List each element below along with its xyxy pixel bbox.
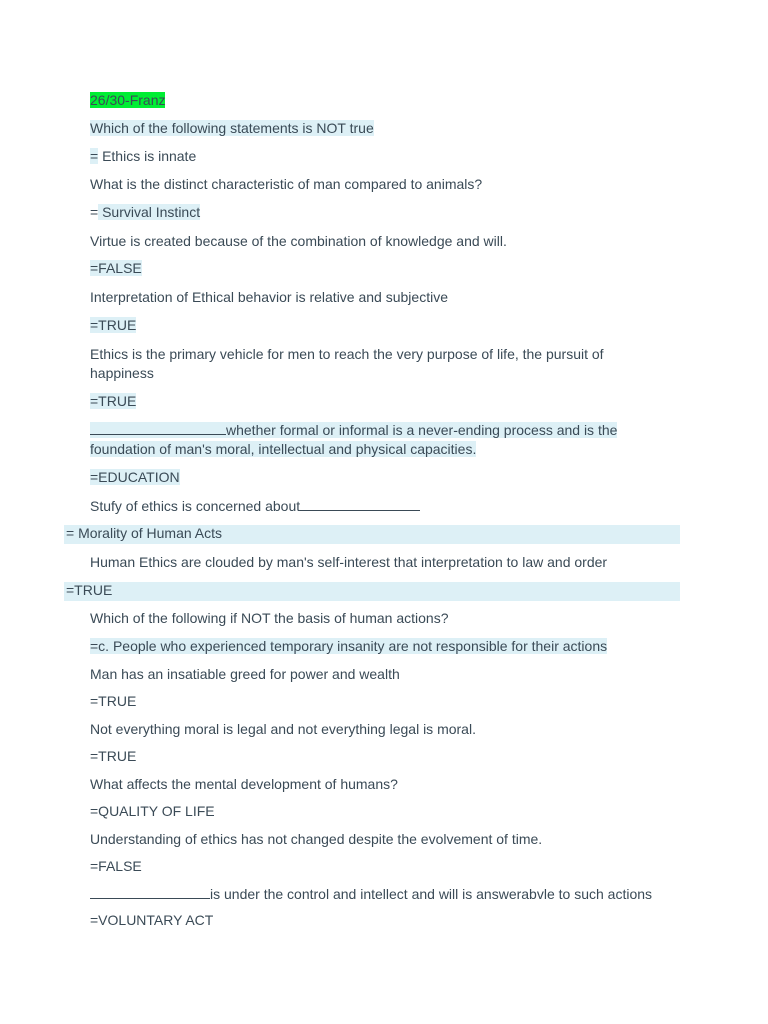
answer-text: Survival Instinct: [98, 204, 201, 220]
answer-2: [90, 203, 200, 222]
question-text: Ethics is the primary vehicle for men to reach the very purpose of life, the pursuit of happiness: [90, 346, 604, 381]
answer-text: =TRUE: [90, 317, 137, 333]
question-9: [90, 609, 448, 628]
question-text: Stufy of ethics is concerned about: [90, 498, 301, 514]
question-1: [90, 119, 374, 138]
question-7: [90, 497, 420, 516]
fill-in-blank: [90, 885, 210, 899]
fill-in-blank: [90, 421, 226, 435]
question-text: Not everything moral is legal and not everything legal is moral.: [90, 721, 476, 737]
answer-text: =TRUE: [90, 693, 137, 709]
score-line: [90, 91, 165, 110]
answer-8: [66, 581, 112, 600]
answer-prefix: =: [90, 204, 99, 220]
question-text: Man has an insatiable greed for power and wealth: [90, 666, 400, 682]
question-10: [90, 665, 400, 684]
answer-text: =TRUE: [90, 748, 137, 764]
question-3: [90, 232, 507, 251]
answer-prefix: =: [90, 148, 99, 164]
answer-text: =TRUE: [66, 582, 113, 598]
question-text: Which of the following statements is NOT true: [90, 120, 374, 136]
answer-9: [90, 637, 607, 656]
question-14: [90, 885, 652, 904]
answer-13: [90, 857, 142, 876]
answer-text: =QUALITY OF LIFE: [90, 803, 215, 819]
question-6: [90, 421, 650, 459]
question-text: Human Ethics are clouded by man's self-interest that interpretation to law and order: [90, 554, 608, 570]
question-4: [90, 288, 448, 307]
question-text: is under the control and intellect and will is answerabvle to such actions: [210, 886, 653, 902]
answer-text: =VOLUNTARY ACT: [90, 912, 214, 928]
question-13: [90, 830, 542, 849]
question-2: [90, 175, 482, 194]
answer-10: [90, 692, 136, 711]
answer-1: [90, 147, 196, 166]
answer-4: [90, 316, 136, 335]
question-12: [90, 775, 398, 794]
question-8: [90, 553, 607, 572]
question-text: whether formal or informal is a never-ending process and is the foundation of man's moral, intellectual and physical capacities.: [90, 422, 618, 457]
answer-text: = Morality of Human Acts: [66, 525, 223, 541]
answer-5: [90, 392, 136, 411]
score-label: 26/30-Franz: [90, 92, 166, 108]
question-text: Which of the following if NOT the basis of human actions?: [90, 610, 449, 626]
answer-7: [66, 524, 222, 543]
answer-14: [90, 911, 213, 930]
answer-12: [90, 802, 215, 821]
answer-6: [90, 468, 180, 487]
answer-text: =FALSE: [90, 858, 142, 874]
answer-text: =FALSE: [90, 260, 142, 276]
answer-3: [90, 259, 142, 278]
question-text: Interpretation of Ethical behavior is relative and subjective: [90, 289, 448, 305]
answer-text: =EDUCATION: [90, 469, 180, 485]
question-text: Understanding of ethics has not changed despite the evolvement of time.: [90, 831, 543, 847]
answer-8-highlight: [64, 582, 680, 601]
question-11: [90, 720, 476, 739]
answer-text: Ethics is innate: [98, 148, 197, 164]
answer-11: [90, 747, 136, 766]
answer-text: =c. People who experienced temporary insanity are not responsible for their actions: [90, 638, 608, 654]
question-5: [90, 345, 650, 383]
question-text: What is the distinct characteristic of man compared to animals?: [90, 176, 483, 192]
question-text: Virtue is created because of the combination of knowledge and will.: [90, 233, 507, 249]
fill-in-blank: [300, 497, 420, 511]
answer-text: =TRUE: [90, 393, 137, 409]
question-text: What affects the mental development of humans?: [90, 776, 398, 792]
